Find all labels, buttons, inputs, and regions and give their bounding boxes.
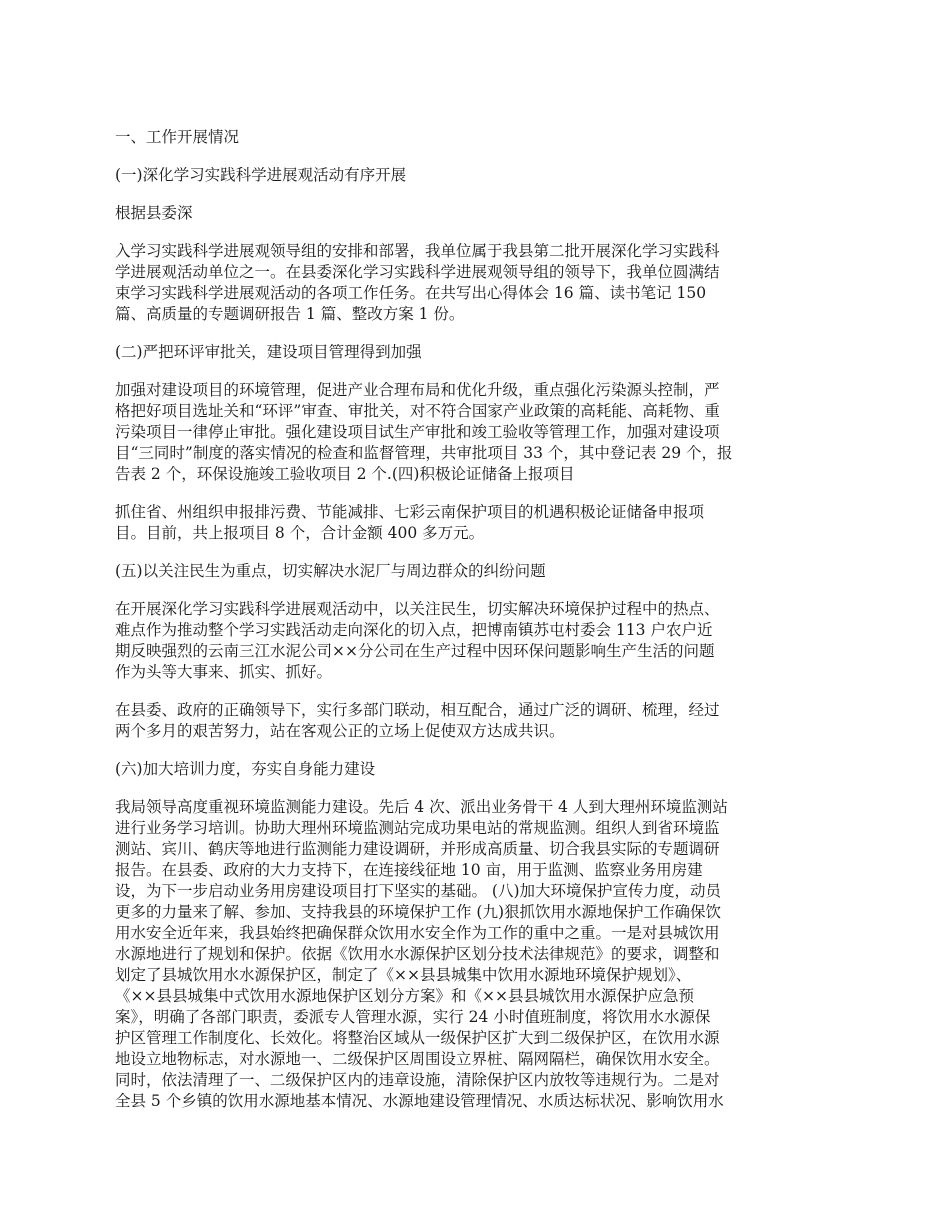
text-line: 在开展深化学习实践科学进展观活动中，以关注民生，切实解决环境保护过程中的热点、 — [115, 600, 720, 618]
text-line: 根据县委深 — [115, 204, 193, 222]
text-line: (一)深化学习实践科学进展观活动有序开展 — [115, 166, 407, 184]
text-line: 目。目前，共上报项目 8 个，合计金额 400 多万元。 — [115, 524, 485, 542]
section-heading — [115, 342, 837, 363]
paragraph — [115, 380, 837, 485]
text-line: (六)加大培训力度，夯实自身能力建设 — [115, 760, 376, 778]
text-line: 水源地进行了规划和保护。依据《饮用水水源保护区划分技术法律规范》的要求，调整和 — [115, 945, 720, 963]
text-line: (五)以关注民生为重点，切实解决水泥厂与周边群众的纠纷问题 — [115, 562, 546, 580]
paragraph — [115, 502, 837, 544]
section-heading — [115, 203, 837, 224]
text-line: 加强对建设项目的环境管理，促进产业合理布局和优化升级，重点强化污染源头控制，严 — [115, 381, 720, 399]
text-line: 同时，依法清理了一、二级保护区内的违章设施，清除保护区内放牧等违规行为。二是对 — [115, 1071, 720, 1089]
text-line: 地设立地物标志，对水源地一、二级保护区周围设立界桩、隔网隔栏，确保饮用水安全。 — [115, 1050, 720, 1068]
text-line: 目“三同时”制度的落实情况的检查和监督管理，共审批项目 33 个，其中登记表 29 个，报 — [115, 444, 733, 462]
text-line: 进行业务学习培训。协助大理州环境监测站完成功果电站的常规监测。组织人到省环境监 — [115, 819, 720, 837]
text-line: 护区管理工作制度化、长效化。将整治区域从一级保护区扩大到二级保护区，在饮用水源 — [115, 1029, 720, 1047]
text-line: 抓住省、州组织申报排污费、节能减排、七彩云南保护项目的机遇积极论证储备申报项 — [115, 503, 705, 521]
text-line: (二)严把环评审批关，建设项目管理得到加强 — [115, 343, 422, 361]
text-line: 划定了县城饮用水水源保护区，制定了《××县县城集中饮用水源地环境保护规划》、 — [115, 966, 692, 984]
paragraph — [115, 241, 837, 325]
text-line: 我局领导高度重视环境监测能力建设。先后 4 次、派出业务骨干 4 人到大理州环境监测站 — [115, 798, 728, 816]
section-heading — [115, 127, 837, 148]
section-heading — [115, 759, 837, 780]
text-line: 作为头等大事来、抓实、抓好。 — [115, 663, 333, 681]
paragraph — [115, 599, 837, 683]
paragraph — [115, 700, 837, 742]
text-line: 案》，明确了各部门职责，委派专人管理水源，实行 24 小时值班制度，将饮用水水源保 — [115, 1008, 711, 1026]
text-line: 设，为下一步启动业务用房建设项目打下坚实的基础。 (八)加大环境保护宣传力度，动员 — [115, 882, 722, 900]
text-line: 篇、高质量的专题调研报告 1 篇、整改方案 1 份。 — [115, 305, 465, 323]
text-line: 入学习实践科学进展观领导组的安排和部署，我单位属于我县第二批开展深化学习实践科 — [115, 242, 720, 260]
paragraph — [115, 797, 837, 1112]
text-line: 污染项目一律停止审批。强化建设项目试生产审批和竣工验收等管理工作，加强对建设项 — [115, 423, 720, 441]
text-line: 格把好项目选址关和“环评”审查、审批关，对不符合国家产业政策的高耗能、高耗物、重 — [115, 402, 720, 420]
text-line: 测站、宾川、鹤庆等地进行监测能力建设调研，并形成高质量、切合我县实际的专题调研 — [115, 840, 720, 858]
section-heading — [115, 561, 837, 582]
text-line: 《××县县城集中式饮用水源地保护区划分方案》和《××县县城饮用水源保护应急预 — [115, 987, 694, 1005]
text-line: 束学习实践科学进展观活动的各项工作任务。在共写出心得体会 16 篇、读书笔记 150 — [115, 284, 707, 302]
text-line: 全县 5 个乡镇的饮用水源地基本情况、水源地建设管理情况、水质达标状况、影响饮用水 — [115, 1092, 724, 1110]
document-page — [115, 127, 837, 1129]
text-line: 更多的力量来了解、参加、支持我县的环境保护工作 (九)狠抓饮用水源地保护工作确保饮 — [115, 903, 722, 921]
text-line: 告表 2 个，环保设施竣工验收项目 2 个.(四)积极论证储备上报项目 — [115, 465, 575, 483]
text-line: 两个多月的艰苦努力，站在客观公正的立场上促使双方达成共识。 — [115, 722, 565, 740]
text-line: 一、工作开展情况 — [115, 128, 240, 146]
text-line: 在县委、政府的正确领导下，实行多部门联动，相互配合，通过广泛的调研、梳理，经过 — [115, 701, 720, 719]
text-line: 学进展观活动单位之一。在县委深化学习实践科学进展观领导组的领导下，我单位圆满结 — [115, 263, 720, 281]
text-line: 期反映强烈的云南三江水泥公司××分公司在生产过程中因环保问题影响生产生活的问题 — [115, 642, 715, 660]
section-heading — [115, 165, 837, 186]
text-line: 报告。在县委、政府的大力支持下，在连接线征地 10 亩，用于监测、监察业务用房建 — [115, 861, 703, 879]
text-line: 难点作为推动整个学习实践活动走向深化的切入点，把博南镇苏屯村委会 113 户农户近 — [115, 621, 713, 639]
text-line: 用水安全近年来，我县始终把确保群众饮用水安全作为工作的重中之重。一是对县城饮用 — [115, 924, 720, 942]
